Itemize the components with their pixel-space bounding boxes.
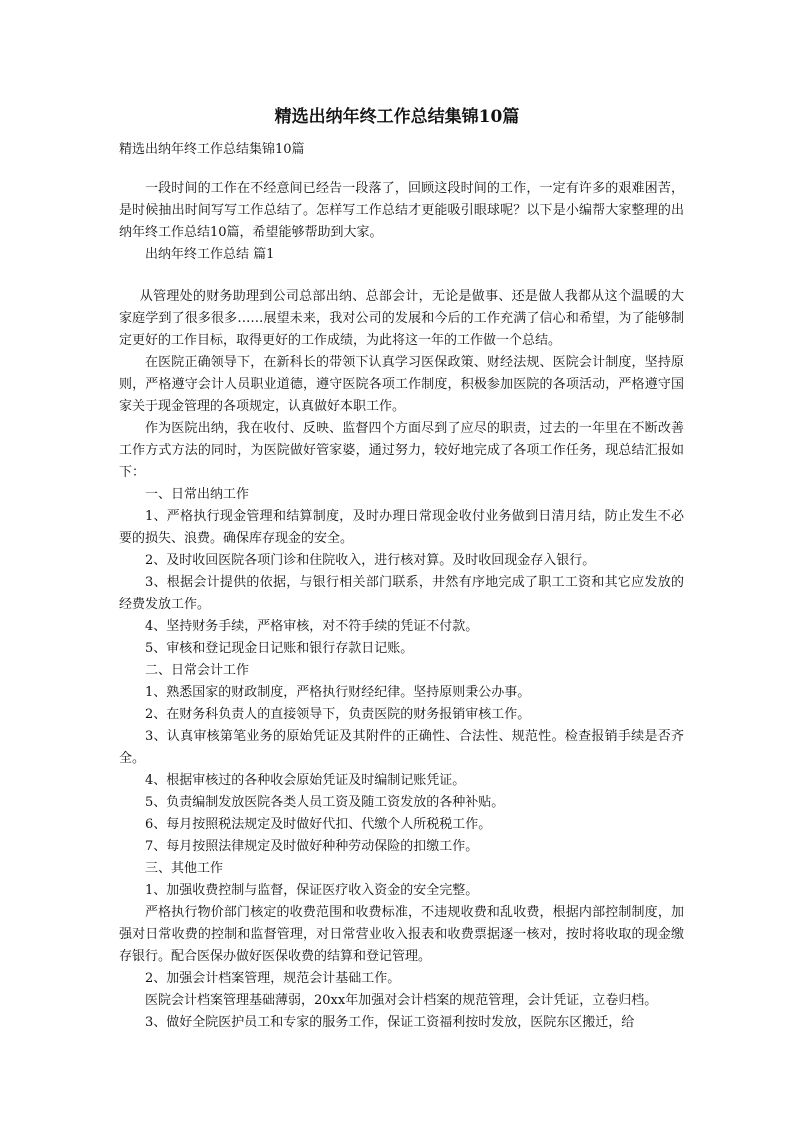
list-item: 3、根据会计提供的依据，与银行相关部门联系，井然有序地完成了职工工资和其它应发放的经费发放工作。 (119, 575, 684, 612)
intro-paragraph: 一段时间的工作在不经意间已经告一段落了，回顾这段时间的工作，一定有许多的艰难困苦，是时候抽出时间写写工作总结了。怎样写工作总结才更能吸引眼球呢？以下是小编帮大家整理的出纳年终工作总结10篇，希望能够帮助到大家。 (119, 181, 684, 240)
paragraph: 从管理处的财务助理到公司总部出纳、总部会计，无论是做事、还是做人我都从这个温暖的大家庭学到了很多很多……展望未来，我对公司的发展和今后的工作充满了信心和希望，为了能够制定更好的工作目标，取得更好的工作成绩，为此将这一年的工作做一个总结。 (119, 289, 684, 348)
list-item: 2、在财务科负责人的直接领导下，负责医院的财务报销审核工作。 (145, 707, 531, 722)
list-item: 1、加强收费控制与监督，保证医疗收入资金的安全完整。 (145, 883, 479, 898)
paragraph: 严格执行物价部门核定的收费范围和收费标准，不违规收费和乱收费，根据内部控制制度，加强对日常收费的控制和监督管理，对日常营业收入报表和收费票据逐一核对，按时将收取的现金缴存银行。配合医保办做好医保收费的结算和登记管理。 (119, 905, 684, 964)
list-item: 4、根据审核过的各种收会原始凭证及时编制记账凭证。 (145, 773, 466, 788)
list-item: 5、审核和登记现金日记账和银行存款日记账。 (145, 641, 414, 656)
list-item: 3、做好全院医护员工和专家的服务工作，保证工资福利按时发放，医院东区搬迁，给 (145, 1015, 635, 1030)
list-item: 4、坚持财务手续，严格审核，对不符手续的凭证不付款。 (145, 619, 479, 634)
list-item: 6、每月按照税法规定及时做好代扣、代缴个人所税税工作。 (145, 817, 492, 832)
list-heading: 二、日常会计工作 (145, 663, 250, 678)
list-heading: 一、日常出纳工作 (145, 487, 250, 502)
list-heading: 三、其他工作 (145, 861, 224, 876)
list-item: 1、熟悉国家的财政制度，严格执行财经纪律。坚持原则秉公办事。 (145, 685, 531, 700)
list-item: 3、认真审核第笔业务的原始凭证及其附件的正确性、合法性、规范性。检查报销手续是否齐全。 (119, 729, 684, 766)
list-item: 2、及时收回医院各项门诊和住院收入，进行核对算。及时收回现金存入银行。 (145, 553, 596, 568)
list-item: 5、负责编制发放医院各类人员工资及随工资发放的各种补贴。 (145, 795, 505, 810)
document-title: 精选出纳年终工作总结集锦10篇 (274, 107, 520, 127)
paragraph: 在医院正确领导下，在新科长的带领下认真学习医保政策、财经法规、医院会计制度，坚持原则，严格遵守会计人员职业道德，遵守医院各项工作制度，积极参加医院的各项活动，严格遵守国家关于现金管理的各项规定，认真做好本职工作。 (119, 355, 684, 414)
paragraph: 医院会计档案管理基础薄弱，20xx年加强对会计档案的规范管理，会计凭证，立卷归档。 (145, 993, 658, 1008)
section-heading: 出纳年终工作总结 篇1 (145, 247, 275, 262)
list-item: 2、加强会计档案管理，规范会计基础工作。 (145, 971, 401, 986)
list-item: 7、每月按照法律规定及时做好种种劳动保险的扣缴工作。 (145, 839, 479, 854)
document-subtitle: 精选出纳年终工作总结集锦10篇 (119, 142, 305, 157)
list-item: 1、严格执行现金管理和结算制度，及时办理日常现金收付业务做到日清月结，防止发生不必要的损失、浪费。确保库存现金的安全。 (119, 509, 684, 546)
paragraph: 作为医院出纳，我在收付、反映、监督四个方面尽到了应尽的职责，过去的一年里在不断改善工作方式方法的同时，为医院做好管家婆，通过努力，较好地完成了各项工作任务，现总结汇报如下： (119, 421, 684, 480)
document-body (119, 178, 684, 1034)
spacer (119, 266, 684, 286)
